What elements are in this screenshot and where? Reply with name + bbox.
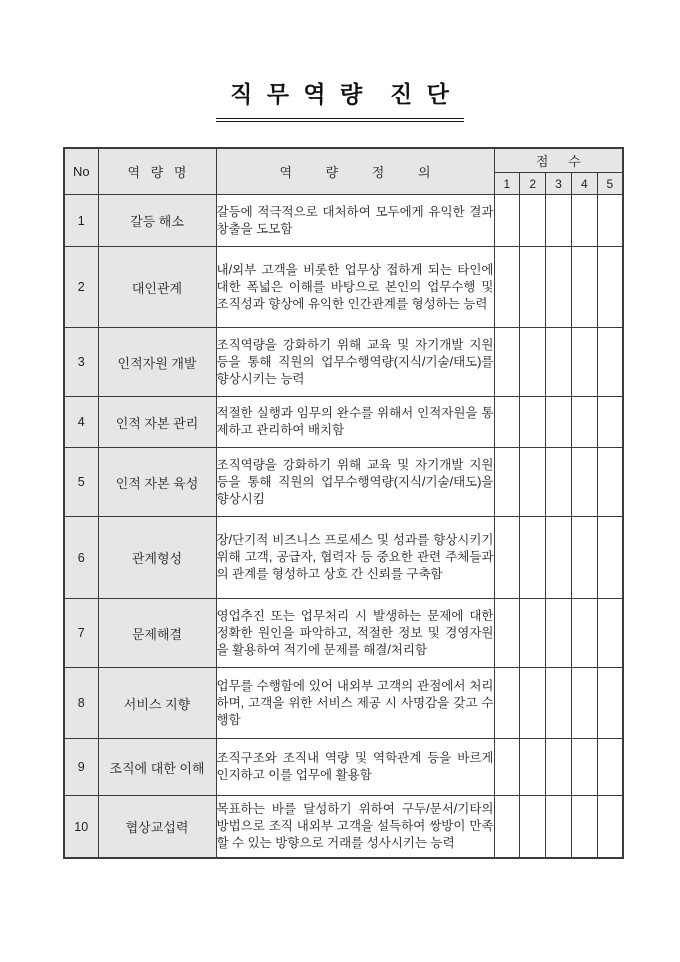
score-cell-3[interactable] <box>546 796 572 859</box>
score-cell-5[interactable] <box>597 668 623 739</box>
score-cell-2[interactable] <box>520 668 546 739</box>
score-cell-3[interactable] <box>546 448 572 517</box>
score-cell-5[interactable] <box>597 195 623 247</box>
row-number: 4 <box>64 397 98 448</box>
competency-definition: 조직역량을 강화하기 위해 교육 및 자기개발 지원 등을 통해 직원의 업무수행역량(지식/기술/태도)을 향상시킴 <box>216 448 494 517</box>
score-cell-3[interactable] <box>546 739 572 796</box>
table-row <box>64 247 623 328</box>
score-cell-3[interactable] <box>546 328 572 397</box>
competency-definition: 조직역량을 강화하기 위해 교육 및 자기개발 지원 등을 통해 직원의 업무수행역량(지식/기술/태도)를 향상시키는 능력 <box>216 328 494 397</box>
score-cell-2[interactable] <box>520 517 546 599</box>
competency-name: 문제해결 <box>98 599 216 668</box>
table-row <box>64 796 623 859</box>
score-cell-1[interactable] <box>494 599 520 668</box>
score-cell-2[interactable] <box>520 796 546 859</box>
score-cell-1[interactable] <box>494 668 520 739</box>
row-number: 7 <box>64 599 98 668</box>
score-cell-5[interactable] <box>597 739 623 796</box>
table-row <box>64 448 623 517</box>
header-score-3: 3 <box>546 173 572 195</box>
score-cell-1[interactable] <box>494 517 520 599</box>
score-cell-4[interactable] <box>571 739 597 796</box>
row-number: 6 <box>64 517 98 599</box>
score-cell-4[interactable] <box>571 668 597 739</box>
row-number: 3 <box>64 328 98 397</box>
score-cell-1[interactable] <box>494 796 520 859</box>
score-cell-4[interactable] <box>571 517 597 599</box>
competency-name: 협상교섭력 <box>98 796 216 859</box>
score-cell-4[interactable] <box>571 328 597 397</box>
page-title: 직 무 역 량 진 단 <box>216 76 464 122</box>
score-cell-5[interactable] <box>597 796 623 859</box>
table-row <box>64 739 623 796</box>
score-cell-4[interactable] <box>571 448 597 517</box>
score-cell-1[interactable] <box>494 739 520 796</box>
score-cell-2[interactable] <box>520 247 546 328</box>
score-cell-5[interactable] <box>597 517 623 599</box>
row-number: 8 <box>64 668 98 739</box>
competency-definition: 내/외부 고객을 비롯한 업무상 접하게 되는 타인에 대한 폭넓은 이해를 바탕으로 본인의 업무수행 및 조직성과 향상에 유익한 인간관계를 형성하는 능력 <box>216 247 494 328</box>
score-cell-2[interactable] <box>520 397 546 448</box>
table-row <box>64 397 623 448</box>
competency-definition: 장/단기적 비즈니스 프로세스 및 성과를 향상시키기 위해 고객, 공급자, 협력자 등 중요한 관련 주체들과의 관계를 형성하고 상호 간 신뢰를 구축함 <box>216 517 494 599</box>
competency-table <box>63 147 624 859</box>
competency-name: 인적 자본 육성 <box>98 448 216 517</box>
score-cell-1[interactable] <box>494 195 520 247</box>
competency-name: 갈등 해소 <box>98 195 216 247</box>
row-number: 2 <box>64 247 98 328</box>
competency-definition: 갈등에 적극적으로 대처하여 모두에게 유익한 결과 창출을 도모함 <box>216 195 494 247</box>
competency-definition: 영업추진 또는 업무처리 시 발생하는 문제에 대한 정확한 원인을 파악하고, 적절한 정보 및 경영자원을 활용하여 적기에 문제를 해결/처리함 <box>216 599 494 668</box>
score-cell-3[interactable] <box>546 247 572 328</box>
score-cell-4[interactable] <box>571 599 597 668</box>
header-score-5: 5 <box>597 173 623 195</box>
competency-name: 인적자원 개발 <box>98 328 216 397</box>
table-row <box>64 195 623 247</box>
score-cell-5[interactable] <box>597 397 623 448</box>
table-row <box>64 328 623 397</box>
score-cell-4[interactable] <box>571 796 597 859</box>
score-cell-2[interactable] <box>520 599 546 668</box>
score-cell-3[interactable] <box>546 668 572 739</box>
competency-definition: 목표하는 바를 달성하기 위하여 구두/문서/기타의 방법으로 조직 내외부 고객을 설득하여 쌍방이 만족할 수 있는 방향으로 거래를 성사시키는 능력 <box>216 796 494 859</box>
header-name: 역 량 명 <box>98 148 216 195</box>
score-cell-1[interactable] <box>494 397 520 448</box>
row-number: 9 <box>64 739 98 796</box>
score-cell-2[interactable] <box>520 328 546 397</box>
competency-name: 대인관계 <box>98 247 216 328</box>
row-number: 1 <box>64 195 98 247</box>
score-cell-5[interactable] <box>597 247 623 328</box>
header-score-4: 4 <box>571 173 597 195</box>
score-cell-5[interactable] <box>597 328 623 397</box>
header-no: No <box>64 148 98 195</box>
score-cell-5[interactable] <box>597 448 623 517</box>
score-cell-3[interactable] <box>546 517 572 599</box>
header-score-2: 2 <box>520 173 546 195</box>
table-row <box>64 517 623 599</box>
competency-definition: 적절한 실행과 임무의 완수를 위해서 인적자원을 통제하고 관리하여 배치함 <box>216 397 494 448</box>
score-cell-4[interactable] <box>571 247 597 328</box>
score-cell-3[interactable] <box>546 397 572 448</box>
score-cell-3[interactable] <box>546 599 572 668</box>
score-cell-2[interactable] <box>520 448 546 517</box>
score-cell-3[interactable] <box>546 195 572 247</box>
competency-name: 인적 자본 관리 <box>98 397 216 448</box>
table-row <box>64 599 623 668</box>
title-block <box>0 76 680 122</box>
header-definition: 역 량 정 의 <box>216 148 494 195</box>
table-row <box>64 668 623 739</box>
score-cell-1[interactable] <box>494 448 520 517</box>
score-cell-2[interactable] <box>520 195 546 247</box>
score-cell-4[interactable] <box>571 397 597 448</box>
header-score: 점 수 <box>494 148 623 173</box>
competency-name: 조직에 대한 이해 <box>98 739 216 796</box>
competency-definition: 조직구조와 조직내 역량 및 역학관계 등을 바르게 인지하고 이를 업무에 활용함 <box>216 739 494 796</box>
row-number: 5 <box>64 448 98 517</box>
table-header <box>64 148 623 195</box>
competency-definition: 업무를 수행함에 있어 내외부 고객의 관점에서 처리하며, 고객을 위한 서비스 제공 시 사명감을 갖고 수행함 <box>216 668 494 739</box>
row-number: 10 <box>64 796 98 859</box>
score-cell-5[interactable] <box>597 599 623 668</box>
competency-name: 서비스 지향 <box>98 668 216 739</box>
score-cell-4[interactable] <box>571 195 597 247</box>
score-cell-2[interactable] <box>520 739 546 796</box>
competency-name: 관계형성 <box>98 517 216 599</box>
header-score-1: 1 <box>494 173 520 195</box>
score-cell-1[interactable] <box>494 247 520 328</box>
score-cell-1[interactable] <box>494 328 520 397</box>
